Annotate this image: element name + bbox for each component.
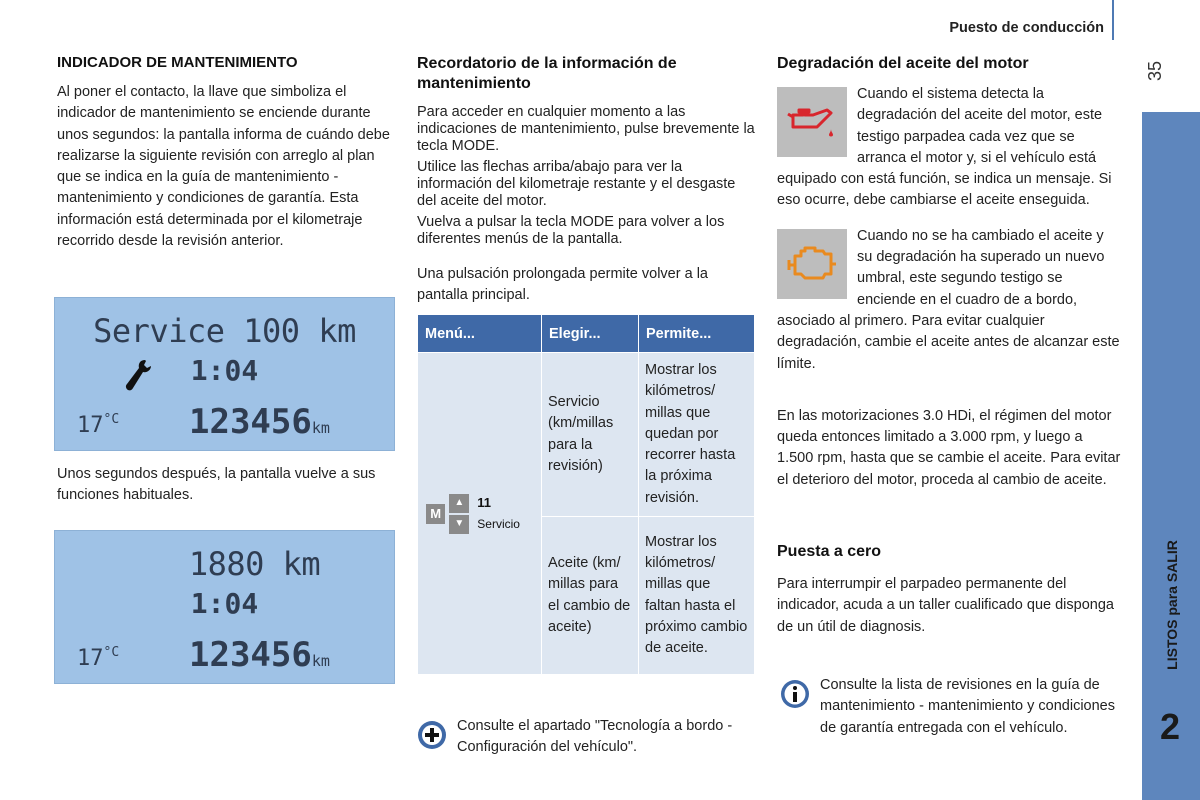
lcd-service-line: Service 100 km [93,312,356,350]
heading-maintenance-indicator: INDICADOR DE MANTENIMIENTO [57,54,298,71]
menu-label: Servicio [477,517,520,531]
lcd-temp-unit: °C [103,412,120,427]
header-rule [1112,0,1114,40]
lcd-odometer-unit: km [311,652,330,670]
column-oil-degradation [777,54,1122,638]
heading-maintenance-reminder: Recordatorio de la información de mantenimiento [417,55,677,92]
oil-can-warning-icon [777,87,847,157]
lcd-temp-unit: °C [103,645,120,660]
table-header-choose: Elegir... [542,315,639,353]
reminder-paragraph-4: Una pulsación prolongada permite volver a la pantalla principal. [417,266,708,303]
lcd-distance-line: 1880 km [188,545,321,583]
table-header-menu: Menú... [418,315,542,353]
oil-warning-paragraph [777,84,1122,212]
chapter-number: 2 [1159,706,1181,747]
hdi-paragraph: En las motorizaciones 3.0 HDi, el régimen del motor queda entonces limitado a 3.000 rpm, y luego a 1.500 rpm, hasta que se cambie el aceite. Para evitar el deterioro del motor, proceda al cambio de aceite. [777,407,1121,488]
lcd-odometer [189,402,330,442]
oil-warning-text: Cuando el sistema detecta la degradación del aceite del motor, este testigo parpadea cada vez que se arranca el motor y, si el vehículo está equipado con está función, se indica un mensaje. Si eso ocurre, debe cambiarse el aceite enseguida. [777,86,1112,209]
column-maintenance-indicator [57,54,397,252]
table-cell-allows-service: Mostrar los kilómetros/ millas que quedan por recorrer hasta la próxima revisión. [639,353,755,517]
arrow-keys [449,494,469,534]
engine-warning-paragraph [777,226,1122,375]
section-title: Puesto de conducción [949,20,1104,36]
info-icon [780,679,810,709]
column-maintenance-reminder [417,54,757,306]
lcd-temperature [77,412,119,438]
lcd-display-service [54,297,395,451]
intro-paragraph: Al poner el contacto, la llave que simboliza el indicador de mantenimiento se enciende durante unos segundos: la pantalla informa de cuándo debe realizarse la siguiente revisión con arreglo al plan que se indica en la guía de mantenimiento - mantenimiento y condiciones de garantía. Esta información está determinada por el kilometraje recorrido desde la revisión anterior. [57,84,390,250]
table-header-allows: Permite... [639,315,755,353]
page-number: 35 [1145,60,1165,82]
engine-icon [787,246,837,282]
lcd-temp-value: 17 [77,646,104,671]
note-see-also-text: Consulte el apartado "Tecnología a bordo - Configuración del vehículo". [457,718,733,756]
note-info [780,675,1125,739]
lcd-clock: 1:04 [190,587,259,620]
mode-key: M [426,504,445,524]
lcd-clock: 1:04 [190,354,259,387]
table-cell-menu [418,353,542,675]
reminder-paragraph-2: Utilice las flechas arriba/abajo para ver la información del kilometraje restante y el desgaste del aceite del motor. [417,159,736,209]
lcd-display-normal [54,530,395,684]
lcd-temperature [77,645,119,671]
chapter-band [1142,112,1200,800]
table-cell-choice-service: Servicio (km/millas para la revisión) [542,353,639,517]
heading-reset: Puesta a cero [777,543,882,561]
engine-warning-icon [777,229,847,299]
reminder-paragraph-3: Vuelva a pulsar la tecla MODE para volver a los diferentes menús de la pantalla. [417,214,725,247]
lcd-odometer [189,635,330,675]
after-text: Unos segundos después, la pantalla vuelve a sus funciones habituales. [57,466,376,504]
oil-can-icon [787,105,837,139]
menu-service-label [477,492,535,536]
maintenance-menu-table [417,314,755,675]
engine-warning-text: Cuando no se ha cambiado el aceite y su degradación ha superado un nuevo umbral, este segundo testigo se enciende en el cuadro de a bordo, asociado al primero. Para evitar cualquier degradación, cambie el aceite antes de alcanzar este límite. [777,227,1120,372]
arrow-down-icon: ▼ [449,515,469,534]
lcd-odometer-unit: km [311,419,330,437]
menu-keys-graphic [424,492,535,536]
reset-paragraph: Para interrumpir el parpadeo permanente del indicador, acuda a un taller cualificado que disponga de un útil de diagnosis. [777,576,1114,635]
table-cell-choice-oil: Aceite (km/ millas para el cambio de aceite) [542,517,639,675]
menu-number: 11 [477,494,492,510]
table-cell-allows-oil: Mostrar los kilómetros/ millas que faltan hasta el próximo cambio de aceite. [639,517,755,675]
chapter-label [1152,520,1192,690]
lcd-temp-value: 17 [77,413,104,438]
plus-circle-icon [417,720,447,750]
note-info-text: Consulte la lista de revisiones en la guía de mantenimiento - mantenimiento y condiciones de garantía entregada con el vehículo. [820,677,1115,736]
lcd-odometer-value: 123456 [189,635,312,675]
chapter-label-text: LISTOS para SALIR [1164,540,1180,670]
heading-oil-degradation: Degradación del aceite del motor [777,55,1029,72]
lcd-odometer-value: 123456 [189,402,312,442]
reminder-paragraph-1: Para acceder en cualquier momento a las indicaciones de mantenimiento, pulse brevemente la tecla MODE. [417,104,755,154]
note-see-also [417,716,737,759]
arrow-up-icon: ▲ [449,494,469,513]
